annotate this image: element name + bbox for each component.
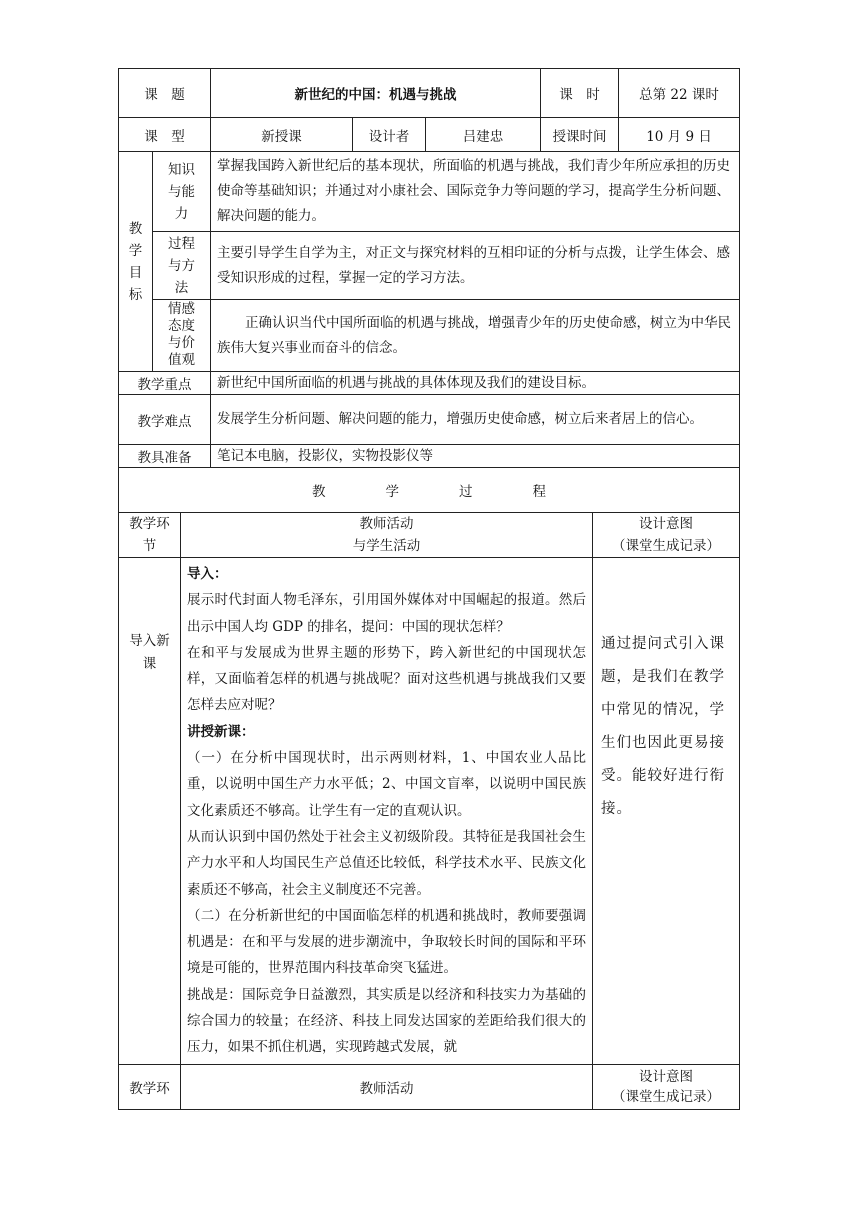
prep-label: 教具准备 <box>119 445 211 468</box>
period-label: 课 时 <box>541 69 619 118</box>
process-table <box>118 512 740 1110</box>
emotion-label: 情感态度与价值观 <box>153 300 211 372</box>
difficulty-label: 教学难点 <box>119 395 211 445</box>
new-lesson-heading: 讲授新课： <box>187 723 255 740</box>
teacher-activity-header: 教师活动 与学生活动 <box>181 513 593 558</box>
intro-stage: 导入新课 <box>119 558 181 1065</box>
period-value: 总第 22 课时 <box>619 69 740 118</box>
knowledge-label: 知识与能力 <box>153 152 211 232</box>
footer-design-intent: 设计意图 （课堂生成记录） <box>593 1064 740 1109</box>
key-point-text: 新世纪中国所面临的机遇与挑战的具体体现及我们的建设目标。 <box>211 372 740 395</box>
key-point-label: 教学重点 <box>119 372 211 395</box>
design-note: 通过提问式引入课题，是我们在教学中常见的情况，学生们也因此更易接受。能较好进行衔接。 <box>593 558 740 1065</box>
intro-paragraph: 展示时代封面人物毛泽东，引用国外媒体对中国崛起的报道。然后出示中国人均 GDP 的排名，提问：中国的现状怎样？ <box>187 592 586 635</box>
type-value: 新授课 <box>211 118 353 152</box>
lesson-info-table <box>118 68 740 513</box>
lesson-paragraph: 从而认识到中国仍然处于社会主义初级阶段。其特征是我国社会生产力水平和人均国民生产总值还比较低，科学技术水平、民族文化素质还不够高，社会主义制度还不完善。 <box>187 828 586 898</box>
intro-heading: 导入： <box>187 566 228 582</box>
date-value: 10 月 9 日 <box>619 118 740 152</box>
topic-value: 新世纪的中国：机遇与挑战 <box>211 69 541 118</box>
stage-header: 教学环节 <box>119 513 181 558</box>
intro-paragraph: 在和平与发展成为世界主题的形势下，跨入新世纪的中国现状怎样，又面临着怎样的机遇与挑战呢？面对这些机遇与挑战我们又要怎样去应对呢？ <box>187 644 586 714</box>
lesson-paragraph: （二）在分析新世纪的中国面临怎样的机遇和挑战时，教师要强调机遇是：在和平与发展的进步潮流中，争取较长时间的国际和平环境是可能的，世界范围内科技革命突飞猛进。 <box>187 907 586 977</box>
process-label: 过程与方法 <box>153 232 211 300</box>
goals-label: 教学目标 <box>119 152 153 372</box>
date-label: 授课时间 <box>541 118 619 152</box>
prep-text: 笔记本电脑，投影仪，实物投影仪等 <box>211 445 740 468</box>
process-text: 主要引导学生自学为主，对正文与探究材料的互相印证的分析与点拨，让学生体会、感受知识形成的过程，掌握一定的学习方法。 <box>211 232 740 300</box>
intro-activity <box>181 558 593 1065</box>
designer-label: 设计者 <box>353 118 426 152</box>
footer-teacher-activity: 教师活动 <box>181 1064 593 1109</box>
knowledge-text: 掌握我国跨入新世纪后的基本现状，所面临的机遇与挑战，我们青少年所应承担的历史使命等基础知识；并通过对小康社会、国际竞争力等问题的学习，提高学生分析问题、解决问题的能力。 <box>211 152 740 232</box>
process-title: 教 学 过 程 <box>119 468 740 513</box>
design-intent-header: 设计意图 （课堂生成记录） <box>593 513 740 558</box>
emotion-text: 正确认识当代中国所面临的机遇与挑战，增强青少年的历史使命感，树立为中华民族伟大复兴事业而奋斗的信念。 <box>211 300 740 372</box>
difficulty-text: 发展学生分析问题、解决问题的能力，增强历史使命感，树立后来者居上的信心。 <box>211 395 740 445</box>
footer-stage-header: 教学环 <box>119 1064 181 1109</box>
type-label: 课 型 <box>119 118 211 152</box>
lesson-paragraph: （一）在分析中国现状时，出示两则材料，1、中国农业人品比重，以说明中国生产力水平低；2、中国文盲率，以说明中国民族文化素质还不够高。让学生有一定的直观认识。 <box>187 750 586 819</box>
lesson-paragraph: 挑战是：国际竞争日益激烈，其实质是以经济和科技实力为基础的综合国力的较量；在经济、科技上同发达国家的差距给我们很大的压力，如果不抓住机遇，实现跨越式发展，就 <box>187 986 586 1056</box>
designer-value: 吕建忠 <box>426 118 541 152</box>
topic-label: 课 题 <box>119 69 211 118</box>
